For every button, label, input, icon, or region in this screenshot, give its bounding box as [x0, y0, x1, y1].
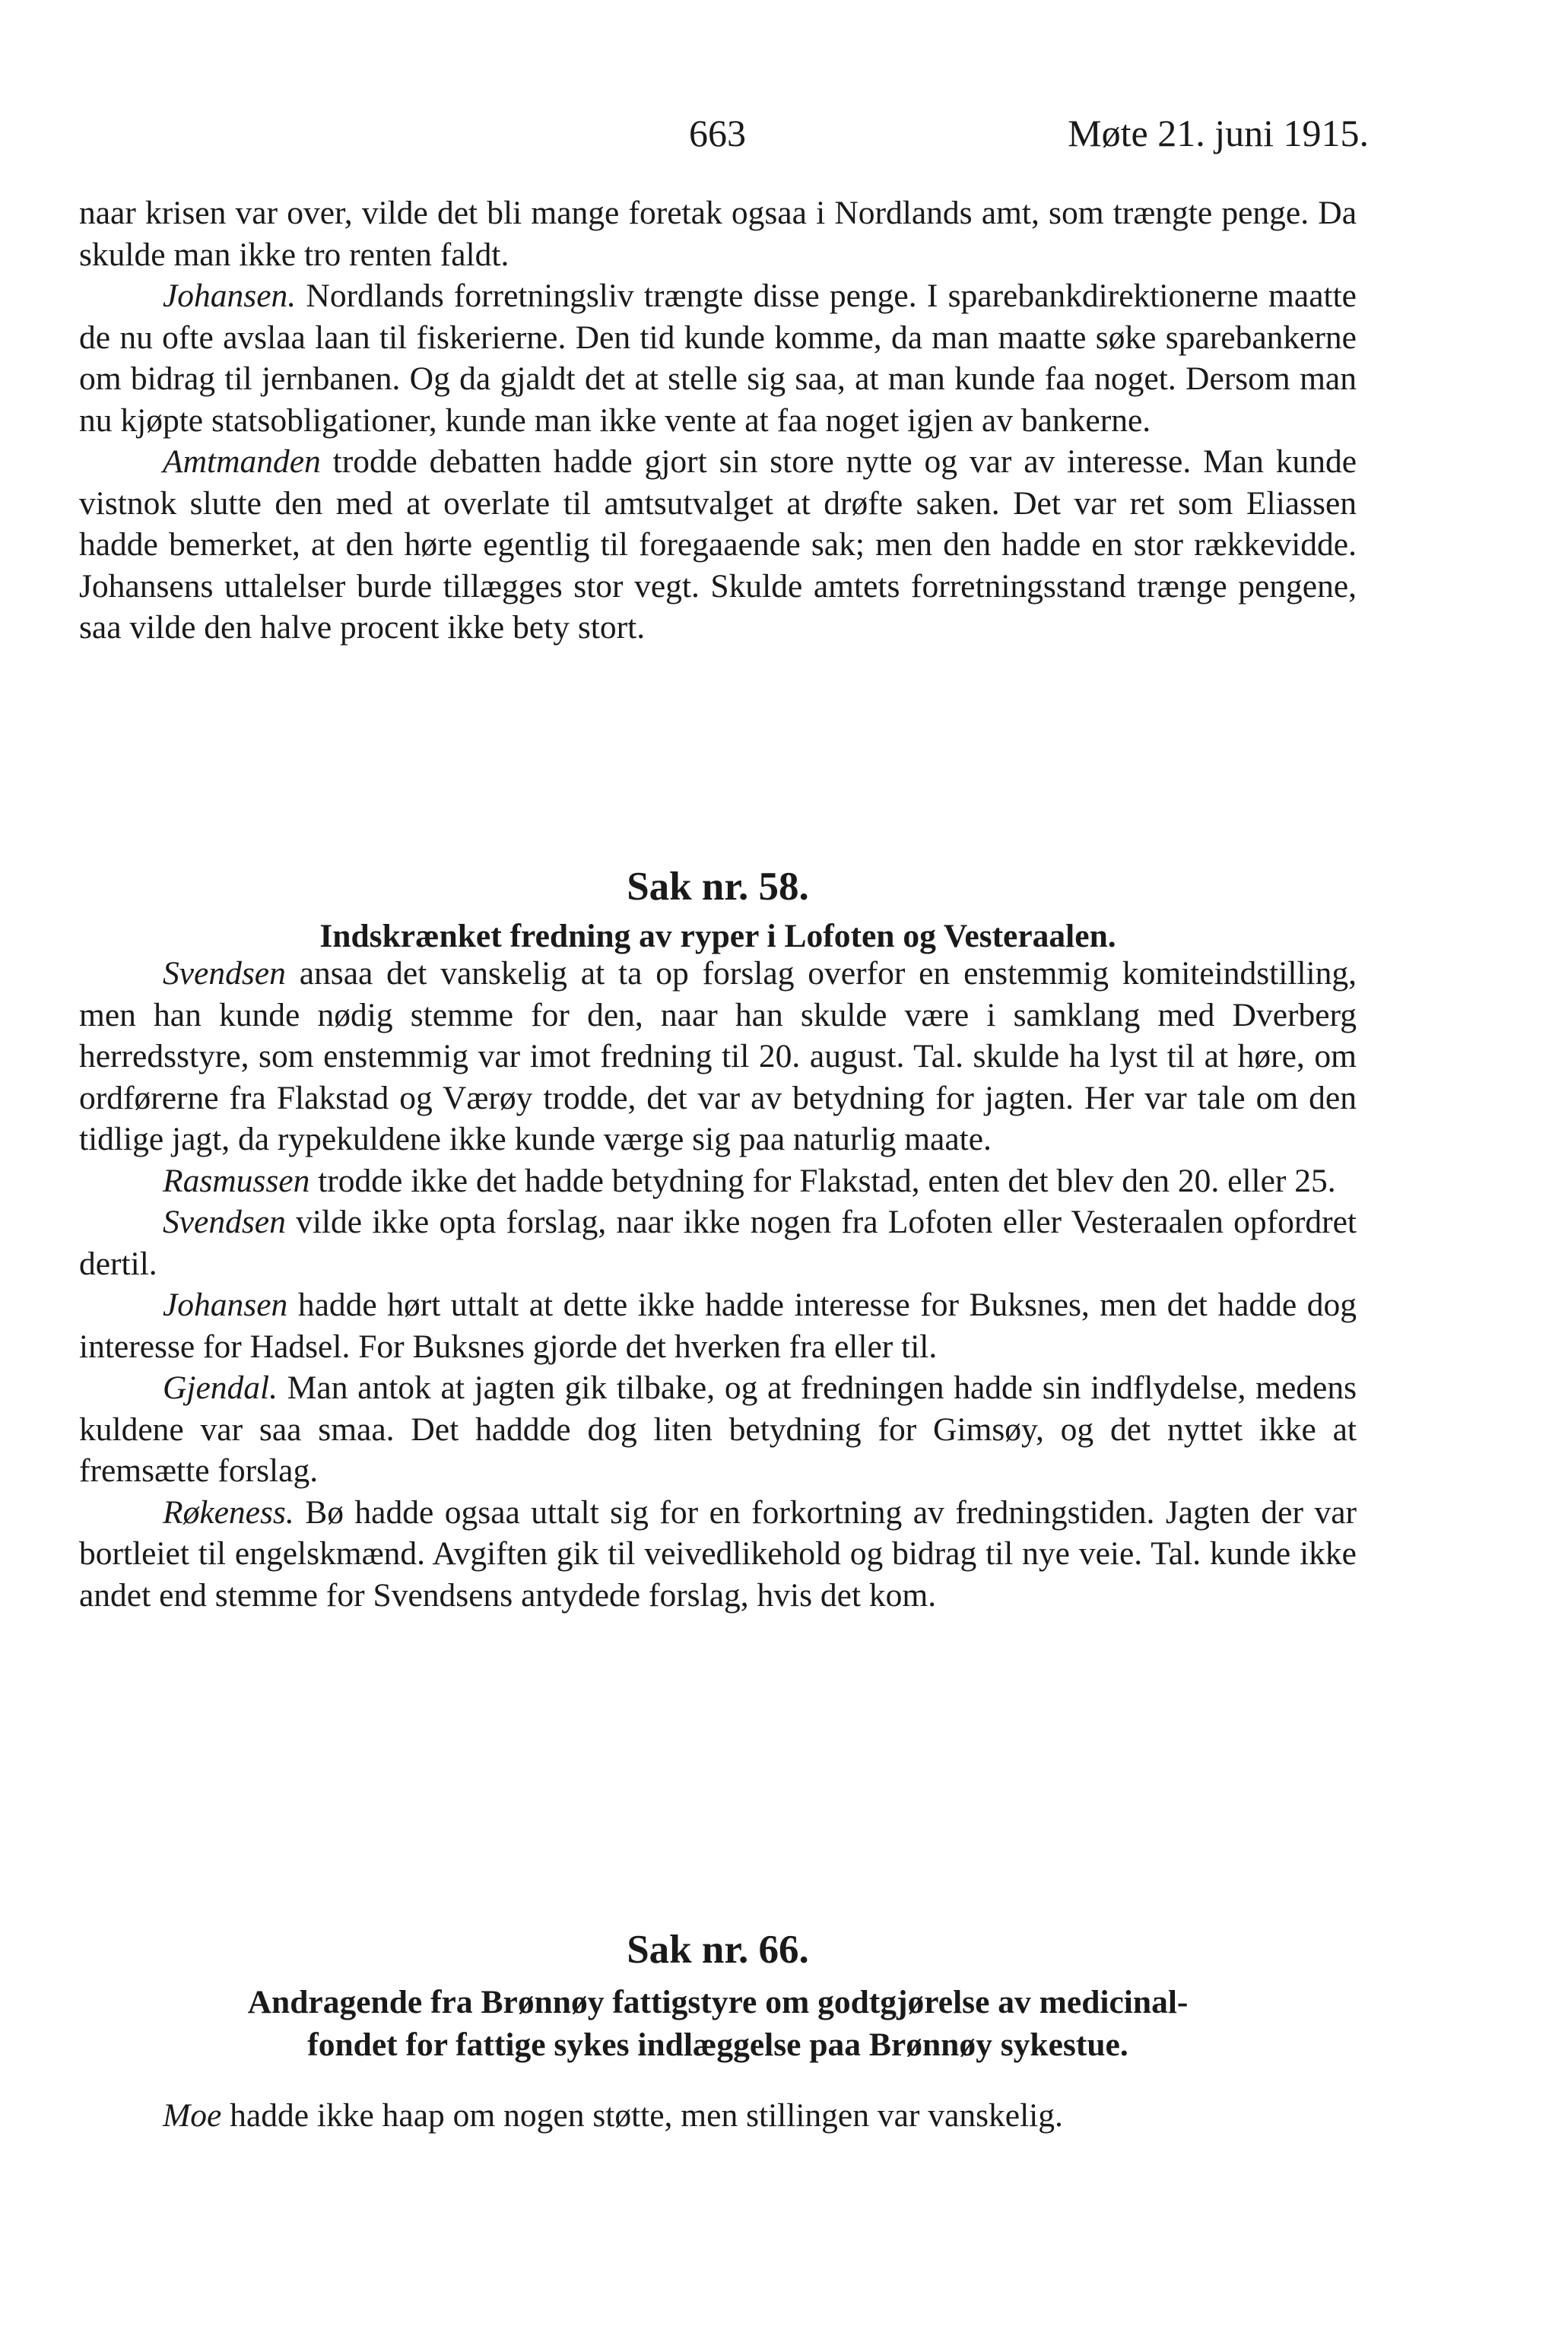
speaker-name: Røkeness. [163, 1493, 294, 1531]
speaker-name: Johansen. [163, 278, 297, 314]
subtitle-line: fondet for fattige sykes indlæggelse paa Brønnøy sykestue. [307, 2027, 1128, 2063]
paragraph-text: Man antok at jagten gik tilbake, og at fredningen hadde sin indflydelse, medens kuldene var saa smaa. Det haddde dog liten betydning for Gimsøy, og det nyttet ikke at fremsætte forslag. [79, 1370, 1357, 1489]
paragraph-text: vilde ikke opta forslag, naar ikke nogen fra Lofoten eller Vesteraalen opfordret dertil. [79, 1204, 1357, 1282]
sak-66-section [79, 2095, 1357, 2137]
paragraph-text: ansaa det vanskelig at ta op forslag overfor en enstemmig komiteindstilling, men han kunde nødig stemme for den, naar han skulde være i samklang med Dverberg herredsstyre, som enstemmig var imot fredning til 20. august. Tal. skulde ha lyst til at høre, om ordførerne fra Flakstad og Værøy trodde, det var av betydning for jagten. Her var tale om den tidlige jagt, da rypekuldene ikke kunde værge sig paa naturlig maate. [79, 955, 1357, 1157]
speaker-name: Moe [163, 2097, 222, 2134]
paragraph-text: Nordlands forretningsliv trængte disse penge. I sparebankdirektionerne maatte de nu ofte avslaa laan til fiskerierne. Den tid kunde komme, da man maatte søke sparebankerne om bidrag til jernbanen. Og da gjaldt det at stelle sig saa, at man kunde faa noget. Dersom man nu kjøpte statsobligationer, kunde man ikke vente at faa noget igjen av bankerne. [79, 278, 1357, 439]
meeting-date: Møte 21. juni 1915. [1068, 112, 1369, 154]
paragraph [79, 2095, 1357, 2137]
paragraph [79, 275, 1357, 441]
paragraph-text: trodde debatten hadde gjort sin store nytte og var av interesse. Man kunde vistnok slutte den med at overlate til amtsutvalget at drøfte saken. Det var ret som Eliassen hadde bemerket, at den hørte egentlig til foregaaende sak; men den hadde en stor rækkevidde. Johansens uttalelser burde tillægges stor vegt. Skulde amtets forretningsstand trænge pengene, saa vilde den halve procent ikke bety stort. [79, 443, 1357, 646]
paragraph [79, 953, 1357, 1160]
page-number: 663 [689, 112, 746, 154]
paragraph [79, 1201, 1357, 1284]
paragraph [79, 1284, 1357, 1367]
speaker-name: Rasmussen [163, 1162, 310, 1199]
paragraph [79, 1367, 1357, 1492]
paragraph [79, 192, 1357, 275]
paragraph [79, 1492, 1357, 1617]
sak-58-subtitle: Indskrænket fredning av ryper i Lofoten og Vesteraalen. [319, 918, 1116, 954]
paragraph-text: naar krisen var over, vilde det bli mange foretak ogsaa i Nordlands amt, som trængte penge. Da skulde man ikke tro renten faldt. [79, 195, 1357, 273]
paragraph [79, 441, 1357, 649]
subtitle-line: Andragende fra Brønnøy fattigstyre om godtgjørelse av medicinal- [247, 1984, 1189, 2020]
sak-58-title: Sak nr. 58. [627, 865, 809, 909]
paragraph-text: Bø hadde ogsaa uttalt sig for en forkortning av fredningstiden. Jagten der var bortleiet til engelskmænd. Avgiften gik til veivedlikehold og bidrag til nye veie. Tal. kunde ikke andet end stemme for Svendsens antydede forslag, hvis det kom. [79, 1493, 1357, 1614]
speaker-name: Svendsen [163, 955, 286, 992]
sak-66-subtitle [79, 1981, 1357, 2066]
speaker-name: Gjendal. [163, 1370, 278, 1406]
paragraph [79, 1160, 1357, 1202]
speaker-name: Johansen [163, 1287, 288, 1323]
opening-section [79, 192, 1357, 649]
speaker-name: Svendsen [163, 1204, 286, 1240]
paragraph-text: hadde hørt uttalt at dette ikke hadde interesse for Buksnes, men det hadde dog interesse for Hadsel. For Buksnes gjorde det hverken fra eller til. [79, 1287, 1357, 1365]
speaker-name: Amtmanden [163, 443, 321, 480]
sak-66-title: Sak nr. 66. [627, 1928, 809, 1972]
page-header [0, 106, 1568, 160]
paragraph-text: hadde ikke haap om nogen støtte, men stillingen var vanskelig. [221, 2097, 1063, 2134]
sak-58-section [79, 953, 1357, 1616]
paragraph-text: trodde ikke det hadde betydning for Flakstad, enten det blev den 20. eller 25. [309, 1162, 1336, 1199]
